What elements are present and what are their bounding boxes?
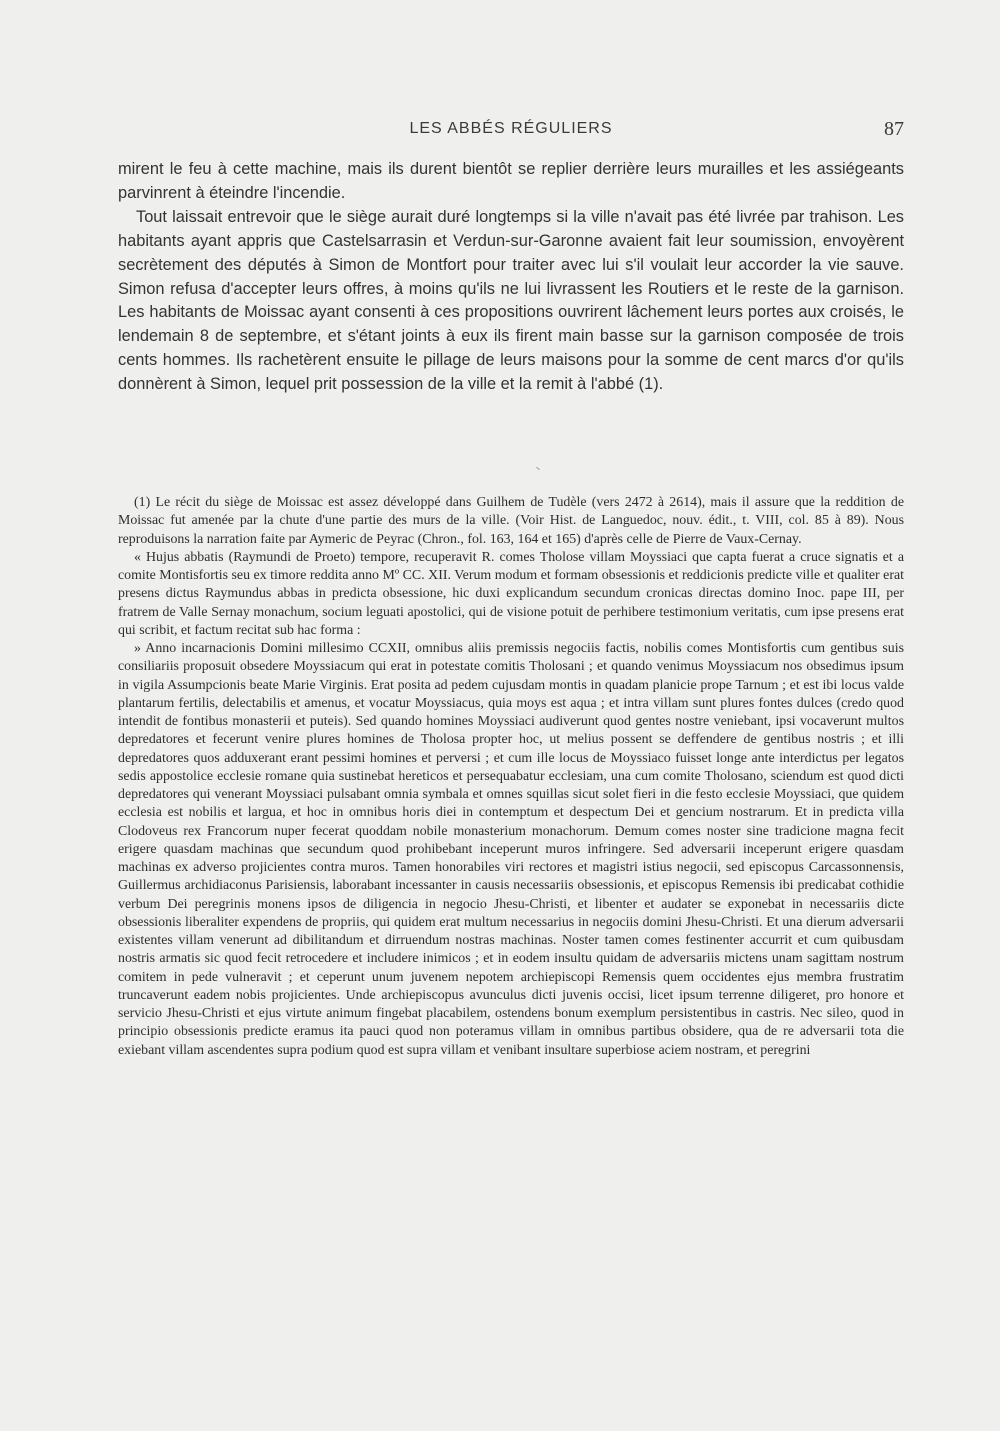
footnote-paragraph: » Anno incarnacionis Domini millesimo CCXII, omnibus aliis premissis negociis factis, nobilis comes Montisfortis cum gentibus suis consiliariis proposuit obsedere Moyssiacum qui erat in potestate comitis Tholosani ; et quando venimus Moyssiacum nos obsedimus ipsum in vigila Assumpcionis beate Marie Virginis. Erat posita ad pedem cujusdam montis in quadam planicie prope Tarnum ; et est ibi locus valde plantarum fertilis, delectabilis et amenus, et vocatur Moyssiacus, quia moys est aqua ; et intra villam sunt plures fontes dulces (credo quod intendit de fontibus monasterii et puteis). Sed quando homines Moyssiaci audiverunt quod gentes nostre veniebant, ipsi vocaverunt multos depredatores et fecerunt venire plures homines de Tholosa propter hoc, ut melius possent se deffendere de gentibus nostris ; et illi depredatores quos adduxerant erant pessimi homines et perversi ; et cum ille locus de Moyssiaco fuisset longe ante interdictus per legatos sedis appostolice ecclesie romane quia sustinebat hereticos et persequabatur ecclesiam, una cum comite Tholosano, sciendum est quod dicti depredatores qui venerant Moyssiaci pulsabant omnia symbala et omnes squillas sicut solet fieri in die festo ecclesie Moyssiaci, que quidem ecclesia est nobilis et largua, et hoc in omnibus horis diei in contemptum et despectum Dei et gencium nostrarum. Et in predicta villa Clodoveus rex Francorum nuper fecerat quoddam nobile monasterium monachorum. Demum comes noster sine tradicione magna fecit erigere quasdam machinas que secundum quod prohibebant inceperunt muros infringere. Sed adversarii inceperunt erigere quasdam machinas ex adverso projicientes contra muros. Tamen honorabiles viri rectores et magistri istius negocii, sed episcopus Carcassonnensis, Guillermus archidiaconus Parisiensis, laborabant incessanter in causis necessariis obsessionis, et episcopus Remensis ibi predicabat cothidie verbum Dei peregrinis monens ipsos de diligencia in negocio Jhesu-Christi, et libenter et audater se exponebat in necessariis dicte obsessionis liberaliter expendens de propriis, qui quidem erat multum necessarius in negociis domini Jhesu-Christi. Et una dierum adversarii existentes villam venerunt ad dibilitandum et dirruendum nostras machinas. Noster tamen comes festinenter accurrit et cum quibusdam nostris armatis sic quod fecit retrocedere et includere inimicos ; et in eodem insultu quidam de adversariis mictens unam sagittam nostrum comitem in pede vulneravit ; et ceperunt unum juvenem nepotem archiepiscopi Remensis quem occidentes ejus membra frustratim truncaverunt eadem nobis projicientes. Unde archiepiscopus avunculus dicti juvenis occisi, licet ipsum terrenne diligeret, pro honore et servicio Jhesu-Christi et ejus virtute animum fingebat placabilem, ostendens bonum exemplum persistentibus in castris. Nec sileo, quod in principio obsessionis predicte eramus ita pauci quod non poteramus villam in omnibus partibus obsidere, qua de re adversarii tota die exiebant villam ascendentes supra podium quod est supra villam et venibant insultare superbiose aciem nostram, et peregrini [118,641,904,1058]
footnote-paragraph: (1) Le récit du siège de Moissac est assez développé dans Guilhem de Tudèle (vers 2472 à 2614), mais il assure que la reddition de Moissac fut amenée par la chute d'une partie des murs de la ville. (Voir Hist. de Languedoc, nouv. édit., t. VIII, col. 85 à 89). Nous reproduisons la narration faite par Aymeric de Peyrac (Chron., fol. 163, 164 et 165) d'après celle de Pierre de Vaux-Cernay. [118,495,904,547]
page-number: 87 [884,118,904,140]
footnotes [118,494,904,1060]
main-text [118,158,904,397]
body-paragraph: Tout laissait entrevoir que le siège aurait duré longtemps si la ville n'avait pas été livrée par trahison. Les habitants ayant appris que Castelsarrasin et Verdun-sur-Garonne avaient fait leur soumission, envoyèrent secrètement des députés à Simon de Montfort pour traiter avec lui s'il voulait leur accorder la vie sauve. Simon refusa d'accepter leurs offres, à moins qu'ils ne lui livrassent les Routiers et le reste de la garnison. Les habitants de Moissac ayant consenti à ces propositions ouvrirent lâchement leurs portes aux croisés, le lendemain 8 de septembre, et s'étant joints à eux ils firent main basse sur la garnison composée de trois cents hommes. Ils rachetèrent ensuite le pillage de leurs maisons pour la somme de cent marcs d'or qu'ils donnèrent à Simon, lequel prit possession de la ville et la remit à l'abbé (1). [118,207,904,394]
footnote-paragraph: « Hujus abbatis (Raymundi de Proeto) tempore, recuperavit R. comes Tholose villam Moyssiaci que capta fuerat a cruce signatis et a comite Montisfortis seu ex timore reddita anno Mº CC. XII. Verum modum et formam obsessionis et reddicionis predicte ville et qualiter erat presens dictus Raymundus abbas in predicta obsessione, hic duxi explicandum secundum cronicas directas domino Inoc. pape III, per fratrem de Valle Sernay monachum, socium leguati apostolici, qui de visione potuit de perhibere testimonium veritatis, cum ipse presens erat qui scribit, et factum recitat sub hac forma : [118,549,904,638]
running-head: LES ABBÉS RÉGULIERS [409,120,613,137]
print-speck [536,467,540,470]
body-paragraph: mirent le feu à cette machine, mais ils durent bientôt se replier derrière leurs murailles et les assiégeants parvinrent à éteindre l'incendie. [118,160,904,202]
page-header [118,120,904,144]
